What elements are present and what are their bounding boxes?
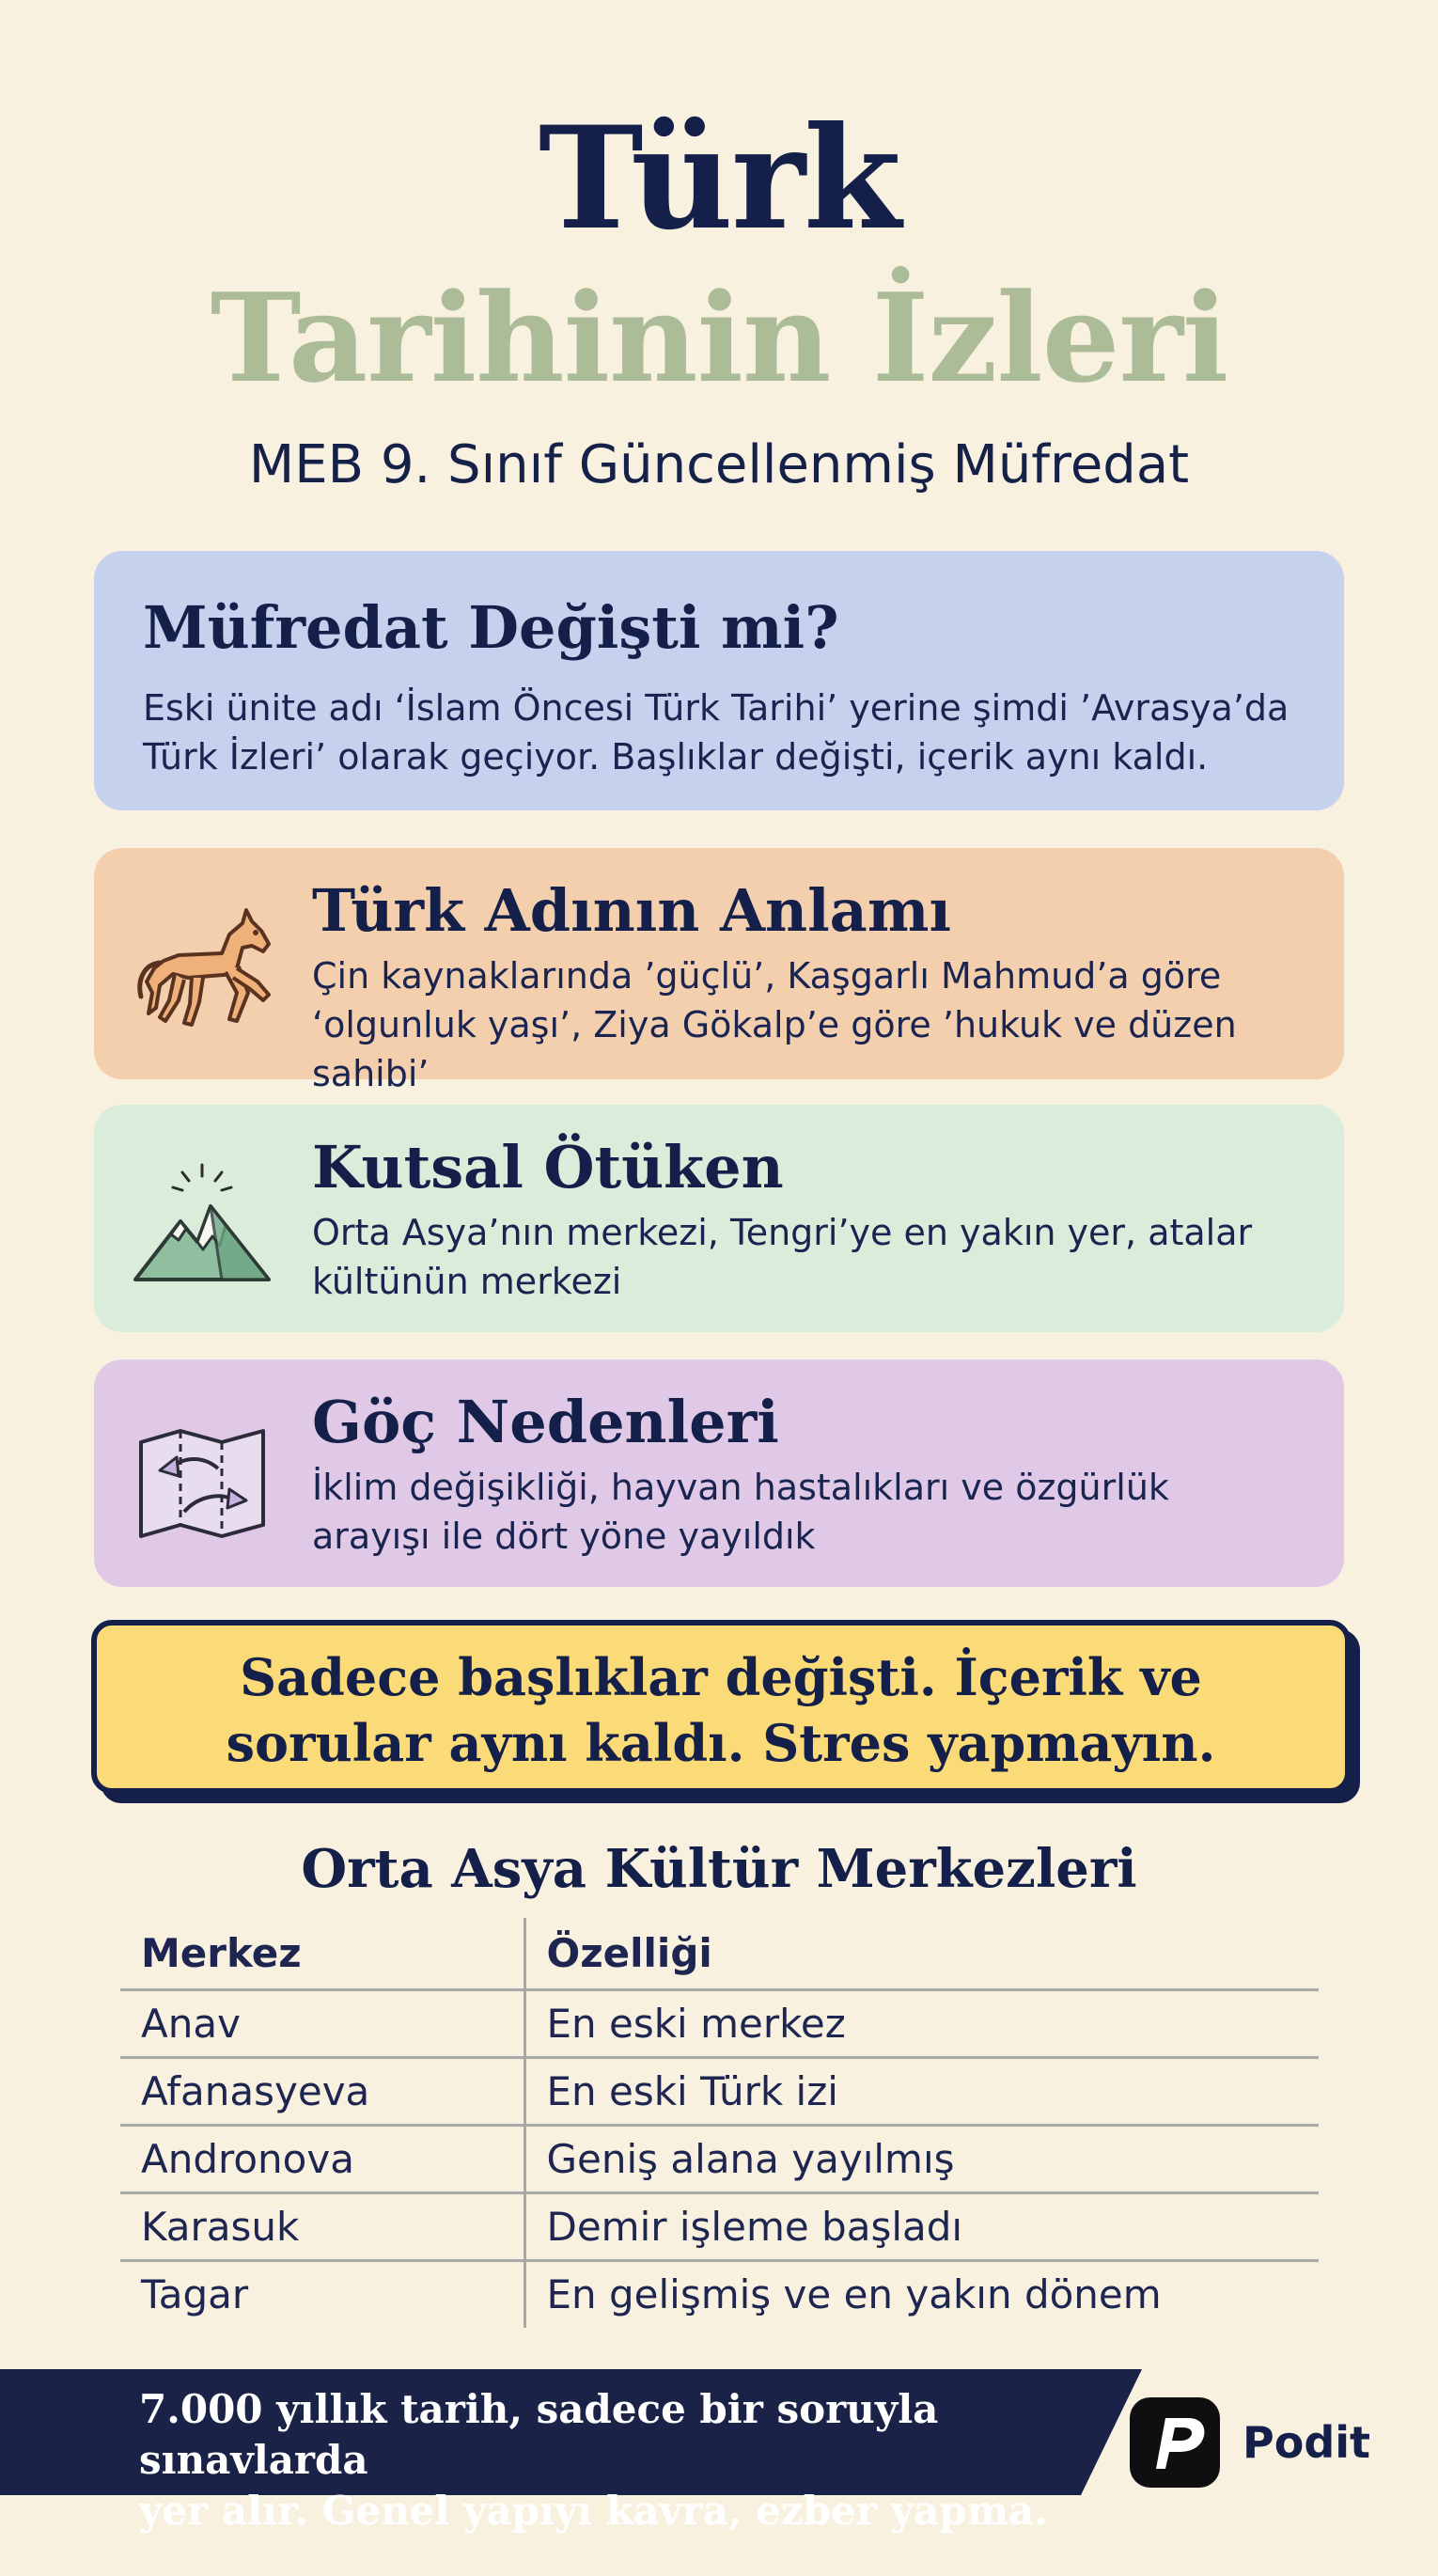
table-row xyxy=(120,2057,1319,2125)
card-body-line: ‘olgunluk yaşı’, Ziya Gökalp’e göre ’hukuk ve düzen sahibi’ xyxy=(312,1004,1237,1094)
reassurance-banner xyxy=(91,1620,1351,1794)
table-cell-feature: En eski merkez xyxy=(546,2000,846,2047)
card-body xyxy=(312,951,1336,1098)
footer xyxy=(0,2369,1438,2534)
table-row xyxy=(120,2192,1319,2260)
card-body-line: kültünün merkezi xyxy=(312,1261,622,1302)
podit-logo-icon xyxy=(1128,2395,1222,2490)
table-cell-center: Tagar xyxy=(120,2260,524,2328)
mountain-icon xyxy=(132,1159,273,1291)
footer-line: 7.000 yıllık tarih, sadece bir soruyla sınavlarda xyxy=(139,2386,939,2483)
map-arrows-icon xyxy=(132,1414,273,1546)
banner-line: sorular aynı kaldı. Stres yapmayın. xyxy=(226,1713,1216,1773)
page-subtitle: MEB 9. Sınıf Güncellenmiş Müfredat xyxy=(248,434,1190,495)
card-title: Kutsal Ötüken xyxy=(312,1133,784,1202)
table-cell-center: Andronova xyxy=(120,2125,524,2192)
curriculum-change-card xyxy=(94,551,1344,810)
card-title: Türk Adının Anlamı xyxy=(312,876,952,945)
column-header-feature: Özelliği xyxy=(546,1929,712,1976)
culture-centers-table xyxy=(120,1918,1319,2328)
table-cell-center: Anav xyxy=(120,1989,524,2057)
table-row xyxy=(120,2260,1319,2328)
card-body xyxy=(143,683,1297,781)
table-cell-feature: En gelişmiş ve en yakın dönem xyxy=(546,2271,1162,2318)
table-title: Orta Asya Kültür Merkezleri xyxy=(301,1838,1137,1900)
brand-name: Podit xyxy=(1243,2417,1371,2468)
card-body-line: Orta Asya’nın merkezi, Tengri’ye en yakın yer, atalar xyxy=(312,1212,1253,1253)
table-cell-center: Afanasyeva xyxy=(120,2057,524,2125)
footer-line: yer alır. Genel yapıyı kavra, ezber yapma. xyxy=(139,2488,1048,2534)
card-title: Göç Nedenleri xyxy=(312,1388,779,1456)
table-cell-feature: En eski Türk izi xyxy=(546,2067,838,2114)
horse-icon xyxy=(132,903,273,1034)
banner-line: Sadece başlıklar değişti. İçerik ve xyxy=(240,1647,1202,1707)
turk-name-meaning-card xyxy=(94,848,1344,1094)
table-cell-center: Karasuk xyxy=(120,2192,524,2260)
footer-text xyxy=(139,2384,1126,2537)
table-cell-feature: Demir işleme başladı xyxy=(546,2203,963,2250)
card-body xyxy=(312,1208,1336,1306)
card-body-line: Çin kaynaklarında ’güçlü’, Kaşgarlı Mahmud’a göre xyxy=(312,955,1222,997)
otuken-card xyxy=(94,1105,1344,1332)
table-cell-feature: Geniş alana yayılmış xyxy=(546,2135,955,2182)
card-body-line: Eski ünite adı ‘İslam Öncesi Türk Tarihi’ yerine şimdi ’Avrasya’da xyxy=(143,687,1290,729)
page-title-line2: Tarihinin İzleri xyxy=(210,266,1228,410)
card-body xyxy=(312,1463,1336,1561)
card-title: Müfredat Değişti mi? xyxy=(143,593,839,662)
table-row xyxy=(120,1989,1319,2057)
column-header-center: Merkez xyxy=(120,1918,524,1989)
page-title-line1: Türk xyxy=(538,96,900,261)
migration-reasons-card xyxy=(94,1359,1344,1587)
table-row xyxy=(120,2125,1319,2192)
card-body-line: Türk İzleri’ olarak geçiyor. Başlıklar değişti, içerik aynı kaldı. xyxy=(143,736,1209,778)
card-body-line: arayışı ile dört yöne yayıldık xyxy=(312,1516,816,1557)
card-body-line: İklim değişikliği, hayvan hastalıkları ve özgürlük xyxy=(312,1467,1169,1508)
table-header-row xyxy=(120,1918,1319,1989)
